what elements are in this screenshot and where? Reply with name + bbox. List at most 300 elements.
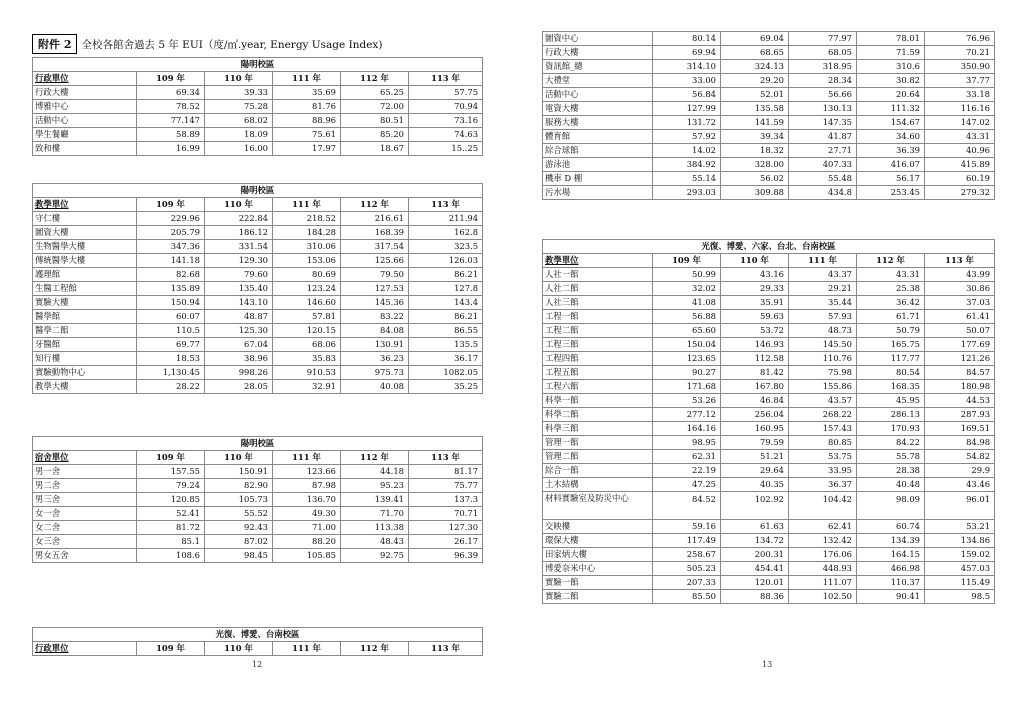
eui-value-cell: 168.39 <box>341 226 409 240</box>
eui-value-cell: 86.21 <box>409 310 483 324</box>
building-name-cell: 生醫工程館 <box>33 282 137 296</box>
eui-value-cell: 84.08 <box>341 324 409 338</box>
eui-value-cell: 54.82 <box>925 450 995 464</box>
section-title: 陽明校區 <box>33 437 483 451</box>
eui-value-cell: 80.85 <box>789 436 857 450</box>
eui-value-cell: 123.65 <box>653 352 721 366</box>
table-row <box>543 548 995 562</box>
eui-value-cell: 457.03 <box>925 562 995 576</box>
section-title: 光復、博愛、六家、台北、台南校區 <box>543 240 995 254</box>
eui-value-cell: 143.4 <box>409 296 483 310</box>
eui-value-cell: 150.94 <box>137 296 205 310</box>
eui-value-cell: 87.98 <box>273 479 341 493</box>
eui-value-cell: 318.95 <box>789 60 857 74</box>
eui-value-cell: 117.49 <box>653 534 721 548</box>
year-column-header: 111 年 <box>789 254 857 268</box>
table-row <box>543 520 995 534</box>
eui-value-cell: 110.76 <box>789 352 857 366</box>
eui-value-cell: 134.72 <box>721 534 789 548</box>
eui-value-cell: 105.85 <box>273 549 341 563</box>
unit-column-header: 教學單位 <box>33 198 137 212</box>
eui-value-cell: 30.86 <box>925 282 995 296</box>
eui-value-cell: 59.63 <box>721 310 789 324</box>
eui-value-cell: 32.02 <box>653 282 721 296</box>
table-row <box>543 534 995 548</box>
eui-value-cell: 111.07 <box>789 576 857 590</box>
eui-value-cell: 108.6 <box>137 549 205 563</box>
table-row <box>33 352 483 366</box>
eui-value-cell: 55.14 <box>653 172 721 186</box>
eui-value-cell: 384.92 <box>653 158 721 172</box>
table-row <box>33 465 483 479</box>
eui-value-cell: 72.00 <box>341 100 409 114</box>
table-row <box>33 296 483 310</box>
building-name-cell: 工程四館 <box>543 352 653 366</box>
eui-value-cell: 1,130.45 <box>137 366 205 380</box>
table-row <box>543 282 995 296</box>
eui-value-cell: 57.75 <box>409 86 483 100</box>
eui-value-cell: 73.16 <box>409 114 483 128</box>
eui-value-cell: 157.55 <box>137 465 205 479</box>
eui-value-cell: 65.25 <box>341 86 409 100</box>
column-header-row <box>33 72 483 86</box>
building-name-cell: 工程六館 <box>543 380 653 394</box>
building-name-cell: 土木結構 <box>543 478 653 492</box>
eui-value-cell: 102.92 <box>721 492 789 520</box>
eui-value-cell: 43.31 <box>857 268 925 282</box>
column-header-row <box>33 198 483 212</box>
eui-value-cell: 48.87 <box>205 310 273 324</box>
table-row <box>543 576 995 590</box>
eui-value-cell: 61.63 <box>721 520 789 534</box>
eui-value-cell: 130.13 <box>789 102 857 116</box>
year-column-header: 109 年 <box>137 451 205 465</box>
eui-value-cell: 121.26 <box>925 352 995 366</box>
column-header-row <box>33 451 483 465</box>
eui-value-cell: 27.71 <box>789 144 857 158</box>
table-row <box>543 60 995 74</box>
eui-value-cell: 57.93 <box>789 310 857 324</box>
eui-value-cell: 25.38 <box>857 282 925 296</box>
eui-value-cell: 22.19 <box>653 464 721 478</box>
eui-value-cell: 145.36 <box>341 296 409 310</box>
eui-value-cell: 317.54 <box>341 240 409 254</box>
table-row <box>33 479 483 493</box>
eui-value-cell: 218.52 <box>273 212 341 226</box>
eui-value-cell: 256.04 <box>721 408 789 422</box>
section-title: 陽明校區 <box>33 58 483 72</box>
building-name-cell: 工程五館 <box>543 366 653 380</box>
eui-value-cell: 309.88 <box>721 186 789 200</box>
eui-value-cell: 81.42 <box>721 366 789 380</box>
eui-value-cell: 150.91 <box>205 465 273 479</box>
eui-value-cell: 57.92 <box>653 130 721 144</box>
eui-value-cell: 59.16 <box>653 520 721 534</box>
table-row <box>33 114 483 128</box>
eui-value-cell: 147.35 <box>789 116 857 130</box>
building-name-cell: 游泳池 <box>543 158 653 172</box>
eui-value-cell: 310.06 <box>273 240 341 254</box>
eui-value-cell: 96.39 <box>409 549 483 563</box>
eui-value-cell: 36.37 <box>789 478 857 492</box>
eui-value-cell: 910.53 <box>273 366 341 380</box>
eui-value-cell: 141.59 <box>721 116 789 130</box>
eui-value-cell: 52.41 <box>137 507 205 521</box>
eui-value-cell: 95.23 <box>341 479 409 493</box>
eui-value-cell: 16.99 <box>137 142 205 156</box>
eui-value-cell: 35.69 <box>273 86 341 100</box>
table-row <box>33 535 483 549</box>
eui-value-cell: 53.72 <box>721 324 789 338</box>
table-row <box>543 296 995 310</box>
building-name-cell: 機車 D 棚 <box>543 172 653 186</box>
eui-value-cell: 80.54 <box>857 366 925 380</box>
eui-value-cell: 62.41 <box>789 520 857 534</box>
building-name-cell: 男女五舍 <box>33 549 137 563</box>
eui-value-cell: 80.69 <box>273 268 341 282</box>
eui-value-cell: 407.33 <box>789 158 857 172</box>
eui-value-cell: 92.75 <box>341 549 409 563</box>
building-name-cell: 活動中心 <box>543 88 653 102</box>
table-row <box>33 521 483 535</box>
building-name-cell: 工程三館 <box>543 338 653 352</box>
table-row <box>543 88 995 102</box>
building-name-cell: 生物醫學大樓 <box>33 240 137 254</box>
eui-value-cell: 61.71 <box>857 310 925 324</box>
eui-value-cell: 115.49 <box>925 576 995 590</box>
eui-value-cell: 57.81 <box>273 310 341 324</box>
building-name-cell: 女二舍 <box>33 521 137 535</box>
year-column-header: 110 年 <box>205 72 273 86</box>
eui-value-cell: 68.06 <box>273 338 341 352</box>
table-row <box>543 310 995 324</box>
unit-column-header: 行政單位 <box>33 642 137 656</box>
unit-column-header: 教學單位 <box>543 254 653 268</box>
eui-value-cell: 76.96 <box>925 32 995 46</box>
table-row <box>543 338 995 352</box>
table-row <box>33 254 483 268</box>
building-name-cell: 污水場 <box>543 186 653 200</box>
right-eui-table-1 <box>542 31 995 200</box>
building-name-cell: 人社一館 <box>543 268 653 282</box>
eui-value-cell: 55.78 <box>857 450 925 464</box>
section-header-row <box>33 58 483 72</box>
building-name-cell: 實驗一館 <box>543 576 653 590</box>
table-row <box>33 128 483 142</box>
building-name-cell: 女一舍 <box>33 507 137 521</box>
eui-value-cell: 79.50 <box>341 268 409 282</box>
eui-value-cell: 167.80 <box>721 380 789 394</box>
building-name-cell: 體育館 <box>543 130 653 144</box>
eui-value-cell: 88.20 <box>273 535 341 549</box>
eui-value-cell: 125.66 <box>341 254 409 268</box>
eui-value-cell: 56.84 <box>653 88 721 102</box>
eui-value-cell: 43.46 <box>925 478 995 492</box>
eui-value-cell: 141.18 <box>137 254 205 268</box>
table-row <box>33 100 483 114</box>
eui-value-cell: 26.17 <box>409 535 483 549</box>
building-name-cell: 科學三館 <box>543 422 653 436</box>
eui-value-cell: 71.59 <box>857 46 925 60</box>
eui-value-cell: 287.93 <box>925 408 995 422</box>
eui-value-cell: 998.26 <box>205 366 273 380</box>
table-row <box>543 116 995 130</box>
building-name-cell: 實驗動物中心 <box>33 366 137 380</box>
eui-value-cell: 165.75 <box>857 338 925 352</box>
table-row <box>543 144 995 158</box>
eui-value-cell: 975.73 <box>341 366 409 380</box>
building-name-cell: 男一舍 <box>33 465 137 479</box>
eui-value-cell: 70.94 <box>409 100 483 114</box>
building-name-cell: 傳統醫學大樓 <box>33 254 137 268</box>
eui-value-cell: 323.5 <box>409 240 483 254</box>
eui-value-cell: 117.77 <box>857 352 925 366</box>
year-column-header: 112 年 <box>857 254 925 268</box>
year-column-header: 111 年 <box>273 642 341 656</box>
eui-value-cell: 79.24 <box>137 479 205 493</box>
eui-value-cell: 28.34 <box>789 74 857 88</box>
eui-value-cell: 131.72 <box>653 116 721 130</box>
building-name-cell: 科學一館 <box>543 394 653 408</box>
eui-value-cell: 60.19 <box>925 172 995 186</box>
building-name-cell: 行政大樓 <box>33 86 137 100</box>
eui-value-cell: 169.51 <box>925 422 995 436</box>
eui-value-cell: 448.93 <box>789 562 857 576</box>
eui-value-cell: 60.74 <box>857 520 925 534</box>
eui-value-cell: 80.14 <box>653 32 721 46</box>
year-column-header: 112 年 <box>341 451 409 465</box>
eui-value-cell: 47.25 <box>653 478 721 492</box>
eui-value-cell: 35.25 <box>409 380 483 394</box>
eui-value-cell: 205.79 <box>137 226 205 240</box>
building-name-cell: 學生餐廳 <box>33 128 137 142</box>
eui-value-cell: 36.42 <box>857 296 925 310</box>
year-column-header: 110 年 <box>205 642 273 656</box>
eui-value-cell: 129.30 <box>205 254 273 268</box>
eui-value-cell: 60.07 <box>137 310 205 324</box>
eui-value-cell: 17.97 <box>273 142 341 156</box>
eui-value-cell: 80.51 <box>341 114 409 128</box>
eui-value-cell: 268.22 <box>789 408 857 422</box>
building-name-cell: 人社二館 <box>543 282 653 296</box>
eui-value-cell: 168.35 <box>857 380 925 394</box>
eui-value-cell: 111.32 <box>857 102 925 116</box>
eui-value-cell: 350.90 <box>925 60 995 74</box>
eui-value-cell: 83.22 <box>341 310 409 324</box>
eui-value-cell: 29.64 <box>721 464 789 478</box>
eui-value-cell: 86.21 <box>409 268 483 282</box>
eui-value-cell: 68.05 <box>789 46 857 60</box>
eui-value-cell: 33.18 <box>925 88 995 102</box>
eui-value-cell: 40.96 <box>925 144 995 158</box>
eui-value-cell: 18.53 <box>137 352 205 366</box>
table-row <box>33 380 483 394</box>
eui-value-cell: 126.03 <box>409 254 483 268</box>
eui-value-cell: 155.86 <box>789 380 857 394</box>
table-row <box>33 507 483 521</box>
eui-value-cell: 74.63 <box>409 128 483 142</box>
eui-value-cell: 216.61 <box>341 212 409 226</box>
building-name-cell: 牙醫館 <box>33 338 137 352</box>
eui-value-cell: 41.87 <box>789 130 857 144</box>
right-eui-table-2 <box>542 239 995 604</box>
building-name-cell: 知行樓 <box>33 352 137 366</box>
eui-value-cell: 466.98 <box>857 562 925 576</box>
eui-value-cell: 134.86 <box>925 534 995 548</box>
eui-value-cell: 98.5 <box>925 590 995 604</box>
table-row <box>33 366 483 380</box>
year-column-header: 109 年 <box>137 198 205 212</box>
eui-value-cell: 50.79 <box>857 324 925 338</box>
eui-value-cell: 135.5 <box>409 338 483 352</box>
eui-value-cell: 153.06 <box>273 254 341 268</box>
table-row <box>543 380 995 394</box>
building-name-cell: 博愛奈米中心 <box>543 562 653 576</box>
left-eui-table-3 <box>32 436 483 563</box>
eui-value-cell: 79.59 <box>721 436 789 450</box>
column-header-row <box>33 642 483 656</box>
eui-value-cell: 434.8 <box>789 186 857 200</box>
table-row <box>33 493 483 507</box>
eui-value-cell: 88.36 <box>721 590 789 604</box>
eui-value-cell: 160.95 <box>721 422 789 436</box>
eui-value-cell: 132.42 <box>789 534 857 548</box>
eui-value-cell: 154.67 <box>857 116 925 130</box>
eui-value-cell: 104.42 <box>789 492 857 520</box>
eui-value-cell: 258.67 <box>653 548 721 562</box>
building-name-cell: 男三舍 <box>33 493 137 507</box>
year-column-header: 110 年 <box>205 198 273 212</box>
eui-value-cell: 29.21 <box>789 282 857 296</box>
eui-value-cell: 33.00 <box>653 74 721 88</box>
left-eui-table-4 <box>32 627 483 656</box>
eui-value-cell: 70.71 <box>409 507 483 521</box>
year-column-header: 112 年 <box>341 642 409 656</box>
eui-value-cell: 277.12 <box>653 408 721 422</box>
eui-value-cell: 35.83 <box>273 352 341 366</box>
eui-value-cell: 32.91 <box>273 380 341 394</box>
eui-value-cell: 90.41 <box>857 590 925 604</box>
building-name-cell: 護理館 <box>33 268 137 282</box>
eui-value-cell: 48.43 <box>341 535 409 549</box>
eui-value-cell: 75.77 <box>409 479 483 493</box>
building-name-cell: 醫學二館 <box>33 324 137 338</box>
eui-value-cell: 75.61 <box>273 128 341 142</box>
table-row <box>33 226 483 240</box>
building-name-cell: 醫學館 <box>33 310 137 324</box>
eui-value-cell: 84.57 <box>925 366 995 380</box>
eui-value-cell: 120.15 <box>273 324 341 338</box>
eui-value-cell: 324.13 <box>721 60 789 74</box>
building-name-cell: 工程一館 <box>543 310 653 324</box>
building-name-cell: 管理一館 <box>543 436 653 450</box>
eui-value-cell: 164.15 <box>857 548 925 562</box>
eui-value-cell: 331.54 <box>205 240 273 254</box>
eui-value-cell: 88.96 <box>273 114 341 128</box>
building-name-cell: 服務大樓 <box>543 116 653 130</box>
table-row <box>33 324 483 338</box>
eui-value-cell: 34.60 <box>857 130 925 144</box>
building-name-cell: 圖資中心 <box>543 32 653 46</box>
eui-value-cell: 96.01 <box>925 492 995 520</box>
eui-value-cell: 53.75 <box>789 450 857 464</box>
eui-value-cell: 68.02 <box>205 114 273 128</box>
year-column-header: 109 年 <box>653 254 721 268</box>
eui-value-cell: 65.60 <box>653 324 721 338</box>
eui-value-cell: 82.68 <box>137 268 205 282</box>
eui-value-cell: 85.20 <box>341 128 409 142</box>
eui-value-cell: 69.94 <box>653 46 721 60</box>
section-header-row <box>543 240 995 254</box>
table-row <box>543 268 995 282</box>
eui-value-cell: 222.84 <box>205 212 273 226</box>
eui-value-cell: 157.43 <box>789 422 857 436</box>
table-row <box>543 172 995 186</box>
building-name-cell: 行政大樓 <box>543 46 653 60</box>
eui-value-cell: 127.8 <box>409 282 483 296</box>
building-name-cell: 工程二館 <box>543 324 653 338</box>
building-name-cell: 守仁樓 <box>33 212 137 226</box>
page-number-right: 13 <box>762 660 773 669</box>
section-title: 光復、博愛、台南校區 <box>33 628 483 642</box>
building-name-cell: 科學二館 <box>543 408 653 422</box>
eui-value-cell: 90.27 <box>653 366 721 380</box>
eui-value-cell: 125.30 <box>205 324 273 338</box>
eui-value-cell: 56.17 <box>857 172 925 186</box>
table-row <box>543 74 995 88</box>
eui-value-cell: 328.00 <box>721 158 789 172</box>
building-name-cell: 綜合球館 <box>543 144 653 158</box>
eui-value-cell: 56.66 <box>789 88 857 102</box>
eui-value-cell: 55.48 <box>789 172 857 186</box>
table-row <box>543 562 995 576</box>
table-row <box>543 366 995 380</box>
unit-column-header: 行政單位 <box>33 72 137 86</box>
table-row <box>543 46 995 60</box>
eui-value-cell: 139.41 <box>341 493 409 507</box>
eui-value-cell: 36.23 <box>341 352 409 366</box>
table-row <box>543 436 995 450</box>
building-name-cell: 綜合一館 <box>543 464 653 478</box>
eui-value-cell: 68.65 <box>721 46 789 60</box>
eui-value-cell: 36.39 <box>857 144 925 158</box>
year-column-header: 112 年 <box>341 198 409 212</box>
table-row <box>543 492 995 520</box>
eui-value-cell: 98.95 <box>653 436 721 450</box>
unit-column-header: 宿舍單位 <box>33 451 137 465</box>
table-row <box>543 464 995 478</box>
building-name-cell: 人社三館 <box>543 296 653 310</box>
eui-value-cell: 70.21 <box>925 46 995 60</box>
eui-value-cell: 314.10 <box>653 60 721 74</box>
eui-value-cell: 159.02 <box>925 548 995 562</box>
page-number-left: 12 <box>252 660 263 669</box>
eui-value-cell: 44.53 <box>925 394 995 408</box>
eui-value-cell: 61.41 <box>925 310 995 324</box>
right-page <box>512 0 1024 724</box>
column-header-row <box>543 254 995 268</box>
table-row <box>543 590 995 604</box>
eui-value-cell: 145.50 <box>789 338 857 352</box>
eui-value-cell: 171.68 <box>653 380 721 394</box>
eui-value-cell: 50.99 <box>653 268 721 282</box>
eui-value-cell: 120.85 <box>137 493 205 507</box>
eui-value-cell: 29.20 <box>721 74 789 88</box>
eui-value-cell: 136.70 <box>273 493 341 507</box>
eui-value-cell: 85.50 <box>653 590 721 604</box>
year-column-header: 110 年 <box>205 451 273 465</box>
eui-value-cell: 135.40 <box>205 282 273 296</box>
